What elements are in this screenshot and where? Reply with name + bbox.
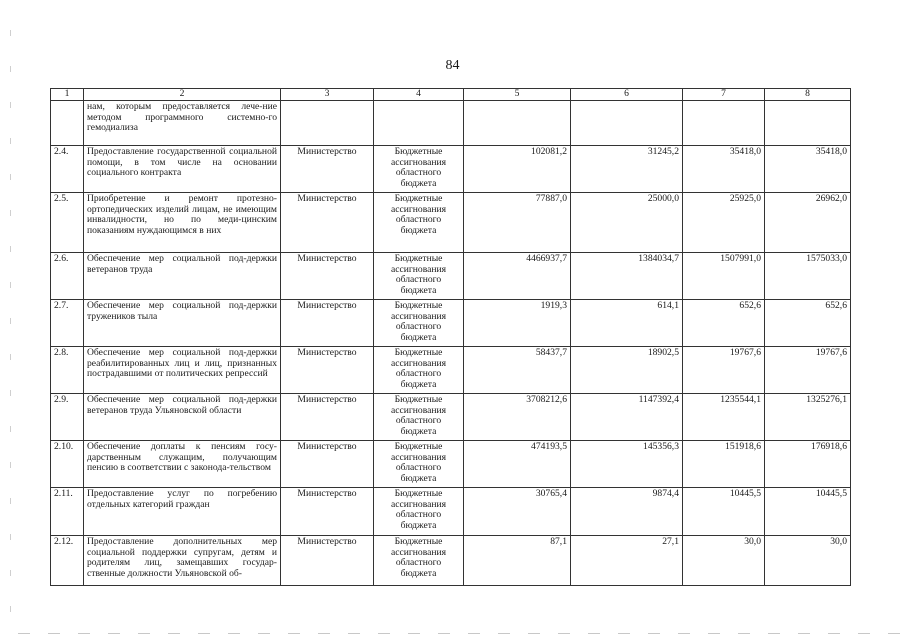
table-row [51, 299, 851, 346]
funding-source: Бюджетные ассигнования областного бюджета [374, 346, 464, 393]
column-header: 5 [464, 89, 571, 101]
table-row [51, 393, 851, 440]
value-col5: 102081,2 [464, 145, 571, 192]
executor: Министерство [281, 346, 374, 393]
column-header: 1 [51, 89, 84, 101]
value-col7: 25925,0 [683, 192, 765, 252]
value-col5: 3708212,6 [464, 393, 571, 440]
value-col7: 10445,5 [683, 487, 765, 535]
value-col5: 77887,0 [464, 192, 571, 252]
column-header: 3 [281, 89, 374, 101]
row-number: 2.6. [51, 252, 84, 299]
value-col6: 1147392,4 [571, 393, 683, 440]
table-row [51, 440, 851, 487]
funding-source: Бюджетные ассигнования областного бюджета [374, 252, 464, 299]
column-number-row [51, 89, 851, 101]
row-number: 2.11. [51, 487, 84, 535]
value-col8: 176918,6 [765, 440, 851, 487]
column-header: 2 [84, 89, 281, 101]
value-col8: 19767,6 [765, 346, 851, 393]
executor: Министерство [281, 440, 374, 487]
executor: Министерство [281, 299, 374, 346]
scan-edge-bottom [0, 633, 905, 634]
measure-name: Обеспечение мер социальной под-держки тружеников тыла [84, 299, 281, 346]
value-col5: 87,1 [464, 535, 571, 585]
row-number: 2.12. [51, 535, 84, 585]
value-col5: 1919,3 [464, 299, 571, 346]
value-col5: 58437,7 [464, 346, 571, 393]
executor [281, 100, 374, 145]
value-col7: 19767,6 [683, 346, 765, 393]
value-col6: 18902,5 [571, 346, 683, 393]
table-row [51, 252, 851, 299]
value-col7: 652,6 [683, 299, 765, 346]
scan-edge-left [10, 0, 11, 640]
value-col8: 35418,0 [765, 145, 851, 192]
measure-name: Предоставление услуг по погребению отдельных категорий граждан [84, 487, 281, 535]
budget-table [50, 88, 851, 586]
value-col6: 1384034,7 [571, 252, 683, 299]
row-number [51, 100, 84, 145]
value-col8: 652,6 [765, 299, 851, 346]
table-row [51, 100, 851, 145]
executor: Министерство [281, 145, 374, 192]
table-row [51, 192, 851, 252]
value-col7: 1235544,1 [683, 393, 765, 440]
table-row [51, 346, 851, 393]
measure-name: Обеспечение мер социальной под-держки ветеранов труда Ульяновской области [84, 393, 281, 440]
table-row [51, 145, 851, 192]
funding-source: Бюджетные ассигнования областного бюджета [374, 393, 464, 440]
value-col6: 31245,2 [571, 145, 683, 192]
table-row [51, 487, 851, 535]
measure-name: Приобретение и ремонт протезно-ортопедических изделий лицам, не имеющим инвалидности, но по меди-цинским показаниям нуждающимся в них [84, 192, 281, 252]
value-col5: 474193,5 [464, 440, 571, 487]
value-col8: 30,0 [765, 535, 851, 585]
value-col7: 35418,0 [683, 145, 765, 192]
measure-name: Обеспечение доплаты к пенсиям госу-дарственным служащим, получающим пенсию в соответствии с законода-тельством [84, 440, 281, 487]
value-col7 [683, 100, 765, 145]
executor: Министерство [281, 192, 374, 252]
value-col6: 614,1 [571, 299, 683, 346]
measure-name: нам, которым предоставляется лече-ние методом программного системно-го гемодиализа [84, 100, 281, 145]
column-header: 6 [571, 89, 683, 101]
value-col6: 145356,3 [571, 440, 683, 487]
value-col8: 26962,0 [765, 192, 851, 252]
value-col5 [464, 100, 571, 145]
value-col6: 25000,0 [571, 192, 683, 252]
row-number: 2.9. [51, 393, 84, 440]
value-col8: 1325276,1 [765, 393, 851, 440]
value-col5: 30765,4 [464, 487, 571, 535]
value-col7: 1507991,0 [683, 252, 765, 299]
funding-source: Бюджетные ассигнования областного бюджета [374, 440, 464, 487]
measure-name: Обеспечение мер социальной под-держки реабилитированных лиц и лиц, признанных пострадавшими от политических репрессий [84, 346, 281, 393]
value-col6 [571, 100, 683, 145]
executor: Министерство [281, 252, 374, 299]
measure-name: Предоставление государственной социальной помощи, в том числе на основании социального контракта [84, 145, 281, 192]
row-number: 2.8. [51, 346, 84, 393]
funding-source: Бюджетные ассигнования областного бюджета [374, 145, 464, 192]
row-number: 2.10. [51, 440, 84, 487]
funding-source: Бюджетные ассигнования областного бюджета [374, 535, 464, 585]
column-header: 7 [683, 89, 765, 101]
funding-source: Бюджетные ассигнования областного бюджета [374, 299, 464, 346]
row-number: 2.4. [51, 145, 84, 192]
executor: Министерство [281, 393, 374, 440]
funding-source: Бюджетные ассигнования областного бюджета [374, 192, 464, 252]
measure-name: Обеспечение мер социальной под-держки ветеранов труда [84, 252, 281, 299]
value-col6: 27,1 [571, 535, 683, 585]
column-header: 4 [374, 89, 464, 101]
value-col8: 1575033,0 [765, 252, 851, 299]
funding-source [374, 100, 464, 145]
row-number: 2.7. [51, 299, 84, 346]
row-number: 2.5. [51, 192, 84, 252]
value-col8: 10445,5 [765, 487, 851, 535]
funding-source: Бюджетные ассигнования областного бюджета [374, 487, 464, 535]
page-number: 84 [445, 58, 460, 73]
value-col8 [765, 100, 851, 145]
value-col5: 4466937,7 [464, 252, 571, 299]
value-col7: 151918,6 [683, 440, 765, 487]
table-row [51, 535, 851, 585]
measure-name: Предоставление дополнительных мер социальной поддержки супругам, детям и родителям лиц, замещавших государ-ственные должности Ульяновской об- [84, 535, 281, 585]
column-header: 8 [765, 89, 851, 101]
executor: Министерство [281, 487, 374, 535]
executor: Министерство [281, 535, 374, 585]
value-col7: 30,0 [683, 535, 765, 585]
value-col6: 9874,4 [571, 487, 683, 535]
